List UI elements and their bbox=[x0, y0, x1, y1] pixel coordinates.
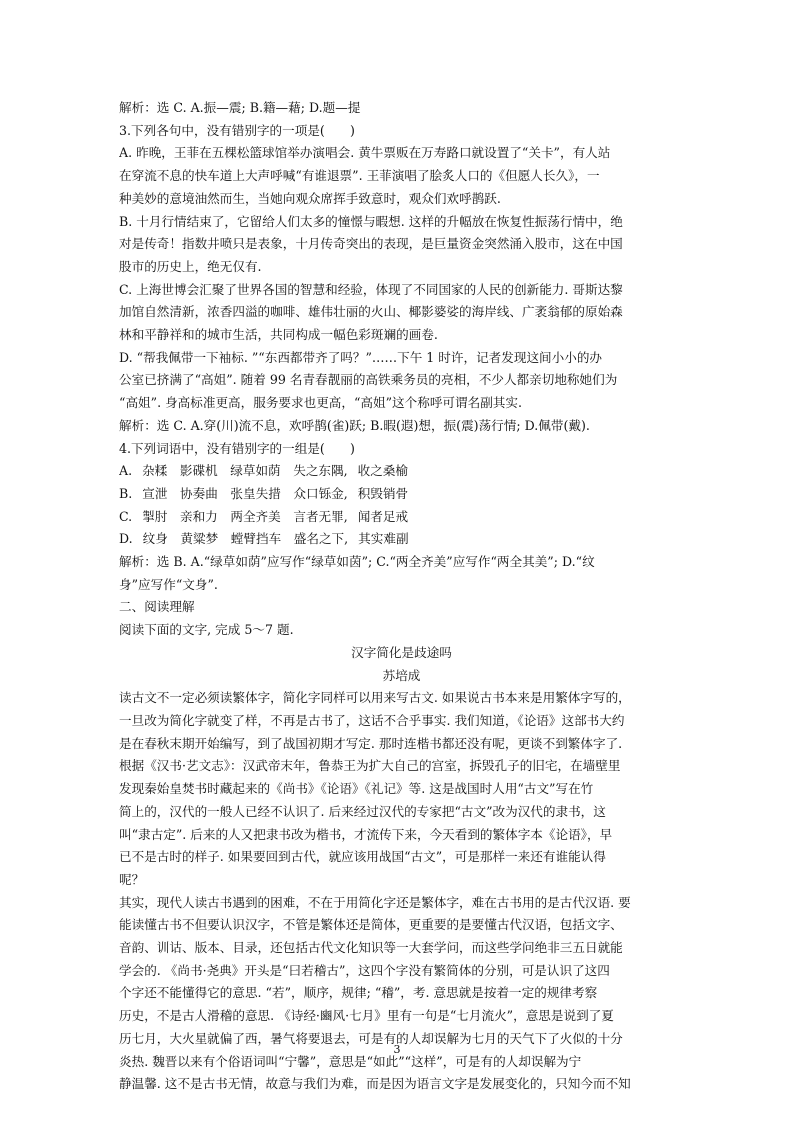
q3-option-a-line-1: A. 昨晚，王菲在五棵松篮球馆举办演唱会. 黄牛票贩在万寿路口就设置了“关卡”，有人站 bbox=[119, 145, 611, 161]
q3-option-d-line-1: D. “帮我佩带一下袖标. ”“东西都带齐了吗？”……下午 1 时许，记者发现这间小小的办 bbox=[119, 349, 603, 365]
q3-option-a-line-3: 种美妙的意境油然而生，当她向观众席挥手致意时，观众们欢呼鹊跃. bbox=[119, 190, 501, 206]
q4-option-a: A. 杂糅 影碟机 绿草如荫 失之东隅, 收之桑榆 bbox=[119, 463, 408, 479]
q3-option-c-line-2: 加馆自然清新，浓香四溢的咖啡、雄伟壮丽的火山、椰影婆娑的海岸线、广袤翁郁的原始森 bbox=[119, 304, 623, 320]
paragraph-2-line-4: 学会的. 《尚书·尧典》开头是“曰若稽古”，这四个字没有繁简体的分别，可是认识了这四 bbox=[119, 962, 610, 978]
paragraph-1-line-5: 发现秦始皇焚书时藏起来的《尚书》《论语》《礼记》等. 这是战国时人用“古文”写在竹 bbox=[119, 781, 594, 797]
paragraph-2-line-5: 个字还不能懂得它的意思. “若”，顺序，规律; “稽”，考. 意思就是按着一定的规律考察 bbox=[119, 985, 598, 1001]
reading-instruction: 阅读下面的文字, 完成 5～7 题. bbox=[119, 622, 294, 638]
paragraph-1-line-2: 一旦改为简化字就变了样，不再是古书了，这话不合乎事实. 我们知道，《论语》这部书大约 bbox=[119, 712, 625, 728]
paragraph-1-line-9: 呢？ bbox=[119, 871, 145, 887]
paragraph-1-line-1: 读古文不一定必须读繁体字，简化字同样可以用来写古文. 如果说古书本来是用繁体字写的， bbox=[119, 690, 631, 706]
q3-option-c-line-1: C. 上海世博会汇聚了世界各国的智慧和经验，体现了不同国家的人民的创新能力. 哥斯达黎 bbox=[119, 281, 623, 297]
paragraph-2-line-7: 历七月，大火星就偏了西，暑气将要退去，可是有的人却误解为七月的天气下了火似的十分 bbox=[119, 1030, 623, 1046]
answer-analysis-4-line-2: 身”应写作“文身”. bbox=[119, 576, 218, 592]
paragraph-2-line-9: 静温馨. 这不是古书无情，故意与我们为难，而是因为语言文字是发展变化的，只知今而不知 bbox=[119, 1076, 631, 1092]
answer-analysis-3: 解析：选 C. A.穿(川)流不息，欢呼鹊(雀)跃; B.暇(遐)想，振(震)荡行情; D.佩带(戴). bbox=[119, 417, 590, 433]
page-number: 3 bbox=[393, 1043, 401, 1056]
q3-option-d-line-3: “高姐”. 身高标准更高，服务要求也更高，“高姐”这个称呼可谓名副其实. bbox=[119, 395, 522, 411]
paragraph-1-line-6: 简上的，汉代的一般人已经不认识了. 后来经过汉代的专家把“古文”改为汉代的隶书，这 bbox=[119, 803, 606, 819]
q4-option-b: B. 宣泄 协奏曲 张皇失措 众口铄金, 积毁销骨 bbox=[119, 485, 409, 501]
paragraph-1-line-3: 是在春秋末期开始编写，到了战国初期才写定. 那时连楷书都还没有呢，更谈不到繁体字了. bbox=[119, 735, 623, 751]
paragraph-2-line-3: 音韵、训诂、版本、目录，还包括古代文化知识等一大套学问，而这些学问绝非三五日就能 bbox=[119, 940, 623, 956]
answer-analysis-2: 解析：选 C. A.振—震; B.籍—藉; D.题—提 bbox=[119, 100, 361, 115]
q3-option-b-line-3: 股市的历史上，绝无仅有. bbox=[119, 258, 262, 274]
q3-option-a-line-2: 在穿流不息的快车道上大声呼喊“有谁退票”. 王菲演唱了脍炙人口的《但愿人长久》，一 bbox=[119, 168, 600, 184]
article-author: 苏培成 bbox=[382, 667, 421, 683]
paragraph-1-line-4: 根据《汉书·艺文志》：汉武帝末年，鲁恭王为扩大自己的宫室，拆毁孔子的旧宅，在墙壁里 bbox=[119, 758, 621, 774]
paragraph-1-line-8: 已不是古时的样子. 如果要回到古代，就应该用战国“古文”，可是那样一来还有谁能认得 bbox=[119, 849, 606, 865]
article-title: 汉字简化是歧途吗 bbox=[351, 644, 452, 660]
q3-option-b-line-2: 对是传奇！指数井喷只是表象，十月传奇突出的表现，是巨量资金突然涌入股市，这在中国 bbox=[119, 236, 623, 252]
paragraph-2-line-2: 能读懂古书不但要认识汉字，不管是繁体还是简体，更重要的是要懂古代汉语，包括文字、 bbox=[119, 917, 623, 933]
paragraph-1-line-7: 叫“隶古定”. 后来的人又把隶书改为楷书，才流传下来，今天看到的繁体字本《论语》，早 bbox=[119, 826, 613, 842]
question-3-stem: 3.下列各句中，没有错别字的一项是( ) bbox=[119, 122, 355, 138]
question-4-stem: 4.下列词语中，没有错别字的一组是( ) bbox=[119, 440, 355, 456]
q3-option-b-line-1: B. 十月行情结束了，它留给人们太多的憧憬与暇想. 这样的升幅放在恢复性振荡行情中，绝 bbox=[119, 213, 623, 229]
answer-analysis-4-line-1: 解析：选 B. A.“绿草如荫”应写作“绿草如茵”; C.“两全齐美”应写作“两全其美”; D.“纹 bbox=[119, 554, 595, 570]
q3-option-d-line-2: 公室已挤满了“高姐”. 随着 99 名青春靓丽的高铁乘务员的亮相，不少人都亲切地称她们为 bbox=[119, 372, 618, 388]
document-body bbox=[119, 97, 684, 1096]
paragraph-2-line-8: 炎热. 魏晋以来有个俗语词叫“宁馨”，意思是“如此”“这样”，可是有的人却误解为宁 bbox=[119, 1053, 582, 1069]
q4-option-c: C. 掣肘 亲和力 两全齐美 言者无罪, 闻者足戒 bbox=[119, 508, 409, 524]
paragraph-2-line-6: 历史，不是古人滑稽的意思. 《诗经·豳风·七月》里有一句是“七月流火”，意思是说到了夏 bbox=[119, 1008, 614, 1024]
q4-option-d: D. 纹身 黄粱梦 螳臂挡车 盛名之下, 其实难副 bbox=[119, 531, 409, 547]
paragraph-2-line-1: 其实，现代人读古书遇到的困难，不在于用简化字还是繁体字，难在古书用的是古代汉语. 要 bbox=[119, 894, 631, 910]
q3-option-c-line-3: 林和平静祥和的城市生活，共同构成一幅色彩斑斓的画卷. bbox=[119, 327, 438, 343]
section-heading-reading: 二、阅读理解 bbox=[119, 599, 195, 615]
